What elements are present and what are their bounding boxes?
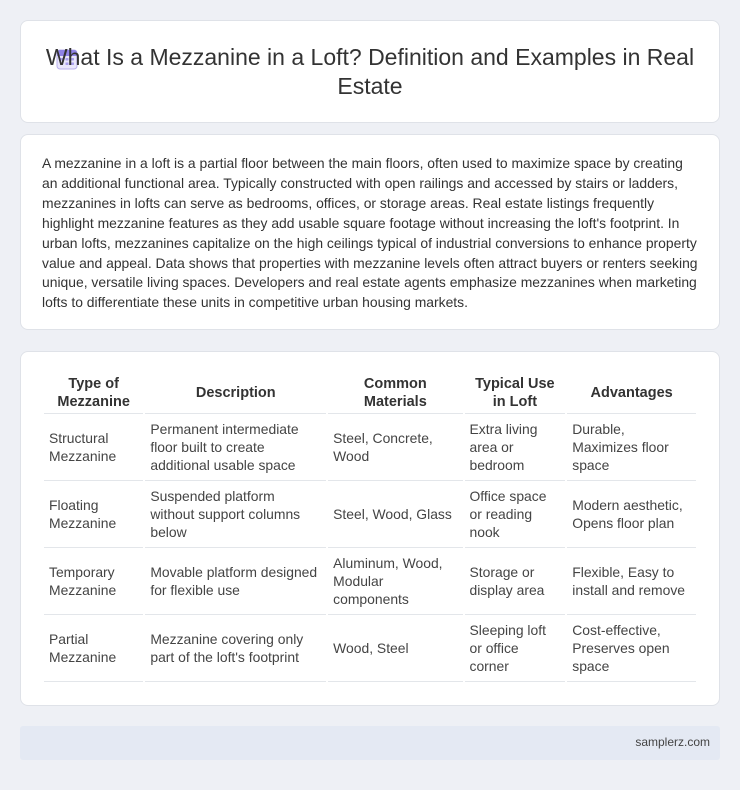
table-cell: Steel, Wood, Glass [328,481,462,548]
table-cell: Suspended platform without support columns below [145,481,326,548]
source-link[interactable]: samplerz.com [635,735,710,749]
table-cell: Structural Mezzanine [44,414,143,481]
table-cell: Sleeping loft or office corner [465,615,566,682]
table-cell: Aluminum, Wood, Modular components [328,548,462,615]
column-header: Common Materials [328,372,462,414]
table-cell: Mezzanine covering only part of the loft's footprint [145,615,326,682]
table-cell: Flexible, Easy to install and remove [567,548,696,615]
column-header: Advantages [567,372,696,414]
table-cell: Storage or display area [465,548,566,615]
intro-paragraph: A mezzanine in a loft is a partial floor between the main floors, often used to maximize space by creating an additional functional area. Typically constructed with open railings and accessed by stairs or ladders, mezzanines in lofts can serve as bedrooms, offices, or storage areas. Real estate listings frequently highlight mezzanine features as they add usable square footage without increasing the loft's footprint. In urban lofts, mezzanines capitalize on the high ceilings typical of industrial conversions to enhance property value and appeal. Data shows that properties with mezzanine levels often attract buyers or renters seeking unique, versatile living spaces. Developers and real estate agents emphasize mezzanines when marketing lofts to differentiate these units in competitive urban housing markets. [42,155,698,311]
table-card [20,351,720,706]
table-cell: Permanent intermediate floor built to create additional usable space [145,414,326,481]
mezzanine-table [42,372,698,682]
table-header-row [44,372,696,414]
footer-bar [20,726,720,760]
table-cell: Steel, Concrete, Wood [328,414,462,481]
table-row [44,481,696,548]
table-cell: Office space or reading nook [465,481,566,548]
table-cell: Durable, Maximizes floor space [567,414,696,481]
column-header: Description [145,372,326,414]
table-row [44,548,696,615]
table-cell: Temporary Mezzanine [44,548,143,615]
table-cell: Modern aesthetic, Opens floor plan [567,481,696,548]
table-cell: Cost-effective, Preserves open space [567,615,696,682]
column-header: Typical Use in Loft [465,372,566,414]
table-cell: Partial Mezzanine [44,615,143,682]
table-row [44,414,696,481]
title-card [20,20,720,123]
table-cell: Extra living area or bedroom [465,414,566,481]
column-header: Type of Mezzanine [44,372,143,414]
table-cell: Movable platform designed for flexible use [145,548,326,615]
page-title: What Is a Mezzanine in a Loft? Definition and Examples in Real Estate [45,44,695,99]
table-row [44,615,696,682]
table-cell: Floating Mezzanine [44,481,143,548]
table-cell: Wood, Steel [328,615,462,682]
intro-card [20,134,720,330]
